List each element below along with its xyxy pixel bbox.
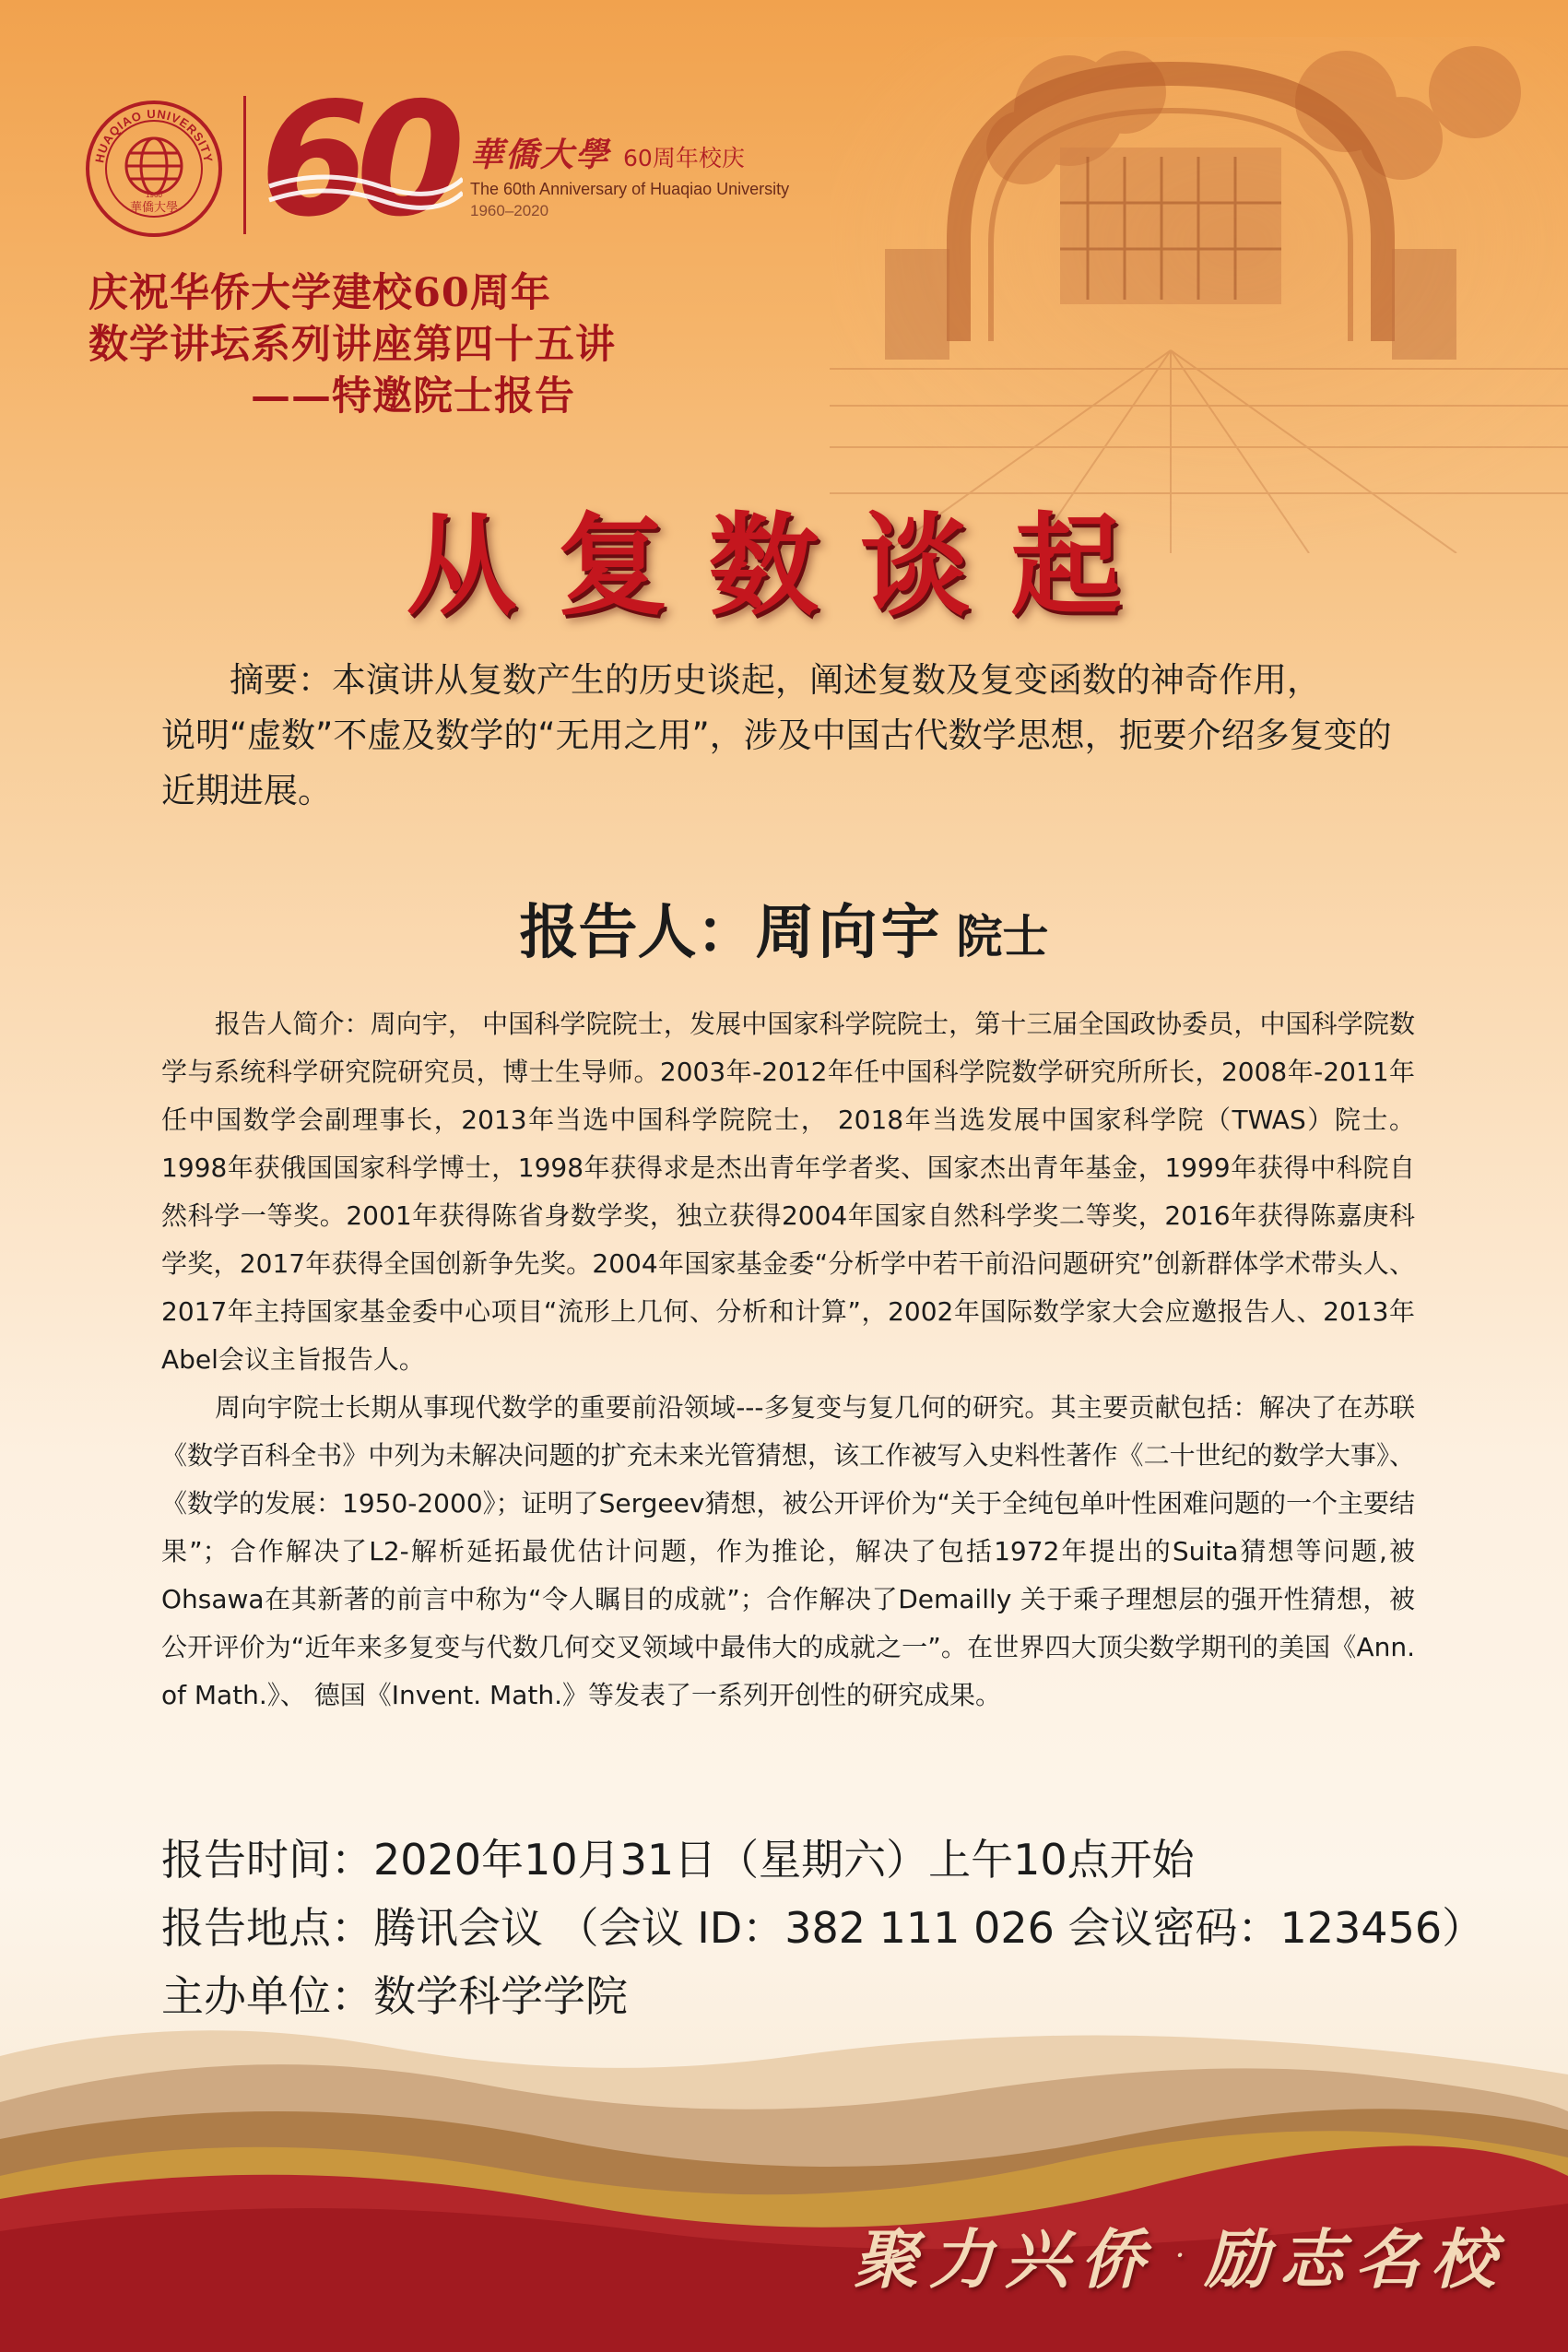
abstract-rest: 说明“虚数”不虚及数学的“无用之用”，涉及中国古代数学思想，扼要介绍多复变的近期进展。 [161, 715, 1392, 810]
anniversary-en-label: The 60th Anniversary of Huaqiao University [470, 180, 790, 198]
speaker-title: 院士 [956, 910, 1049, 963]
series-line-2: 数学讲坛系列讲座第四十五讲 [88, 322, 616, 368]
slogan-right: 励志名校 [1204, 2221, 1507, 2298]
anniversary-text-block [470, 129, 857, 220]
seal-chinese-text: 華僑大學 [129, 201, 179, 215]
anniversary-university-name: 華僑大學 [470, 136, 611, 174]
speaker-biography [161, 1000, 1415, 1720]
anniversary-cn-label: 60周年校庆 [623, 145, 745, 171]
footer-slogan [839, 2208, 1521, 2301]
university-seal-logo [85, 100, 223, 238]
logo-divider [243, 96, 246, 234]
event-info [161, 1826, 1485, 2030]
lecture-title: 从复数谈起 [406, 502, 1162, 631]
seal-year: 1960 [146, 191, 162, 199]
series-line-3: ——特邀院士报告 [251, 373, 575, 420]
svg-text:HUAQIAO UNIVERSITY [92, 107, 215, 164]
event-time: 报告时间：2020年10月31日（星期六）上午10点开始 [161, 1835, 1195, 1885]
event-host: 主办单位：数学科学学院 [161, 1971, 628, 2021]
anniversary-number: 60 [260, 76, 453, 232]
slogan-left: 聚力兴侨 [853, 2221, 1156, 2298]
slogan-separator: · [1175, 2241, 1185, 2268]
anniversary-60-emblem [260, 76, 463, 232]
speaker-label: 报告人： [519, 899, 756, 967]
lecture-series-heading [88, 267, 734, 422]
seal-english-text: HUAQIAO UNIVERSITY [92, 106, 216, 164]
abstract-line-1: 摘要：本演讲从复数产生的历史谈起，阐述复数及复变函数的神奇作用， [230, 660, 1321, 700]
series-line-1: 庆祝华侨大学建校60周年 [88, 270, 551, 316]
anniversary-years: 1960–2020 [470, 202, 549, 219]
bio-paragraph-2: 周向宇院士长期从事现代数学的重要前沿领域---多复变与复几何的研究。其主要贡献包括：解决了在苏联《数学百科全书》中列为未解决问题的扩充未来光管猜想，该工作被写入史料性著作《二十世纪的数学大事》、《数学的发展：1950-2000》；证明了Sergeev猜想，被公开评价为“关于全纯包单叶性困难问题的一个主要结果”；合作解决了L2-解析延拓最优估计问题，作为推论，解决了包括1972年提出的Suita猜想等问题,被Ohsawa在其新著的前言中称为“令人瞩目的成就”；合作解决了Demailly 关于乘子理想层的强开性猜想，被公开评价为“近年来多复变与代数几何交叉领域中最伟大的成就之一”。在世界四大顶尖数学期刊的美国《Ann. of Math.》、 德国《Invent. Math.》等发表了一系列开创性的研究成果。 [161, 1392, 1415, 1710]
speaker-line [0, 885, 1568, 970]
event-place: 报告地点：腾讯会议 （会议 ID：382 111 026 会议密码：123456） [161, 1903, 1485, 1953]
bio-paragraph-1: 报告人简介：周向宇， 中国科学院院士，发展中国家科学院院士，第十三届全国政协委员，中国科学院数学与系统科学研究院研究员，博士生导师。2003年-2012年任中国科学院数学研究所所长，2008年-2011年任中国数学会副理事长，2013年当选中国科学院院士， 2018年当选发展中国家科学院（TWAS）院士。1998年获俄国国家科学博士，1998年获得求是杰出青年学者奖、国家杰出青年基金，1999年获得中科院自然科学一等奖。2001年获得陈省身数学奖，独立获得2004年国家自然科学奖二等奖，2016年获得陈嘉庚科学奖，2017年获得全国创新争先奖。2004年国家基金委“分析学中若干前沿问题研究”创新群体学术带头人、2017年主持国家基金委中心项目“流形上几何、分析和计算”，2002年国际数学家大会应邀报告人、2013年Abel会议主旨报告人。 [161, 1009, 1415, 1375]
abstract [161, 653, 1415, 819]
university-gate-illustration [830, 37, 1568, 553]
speaker-name: 周向宇 [755, 899, 944, 967]
